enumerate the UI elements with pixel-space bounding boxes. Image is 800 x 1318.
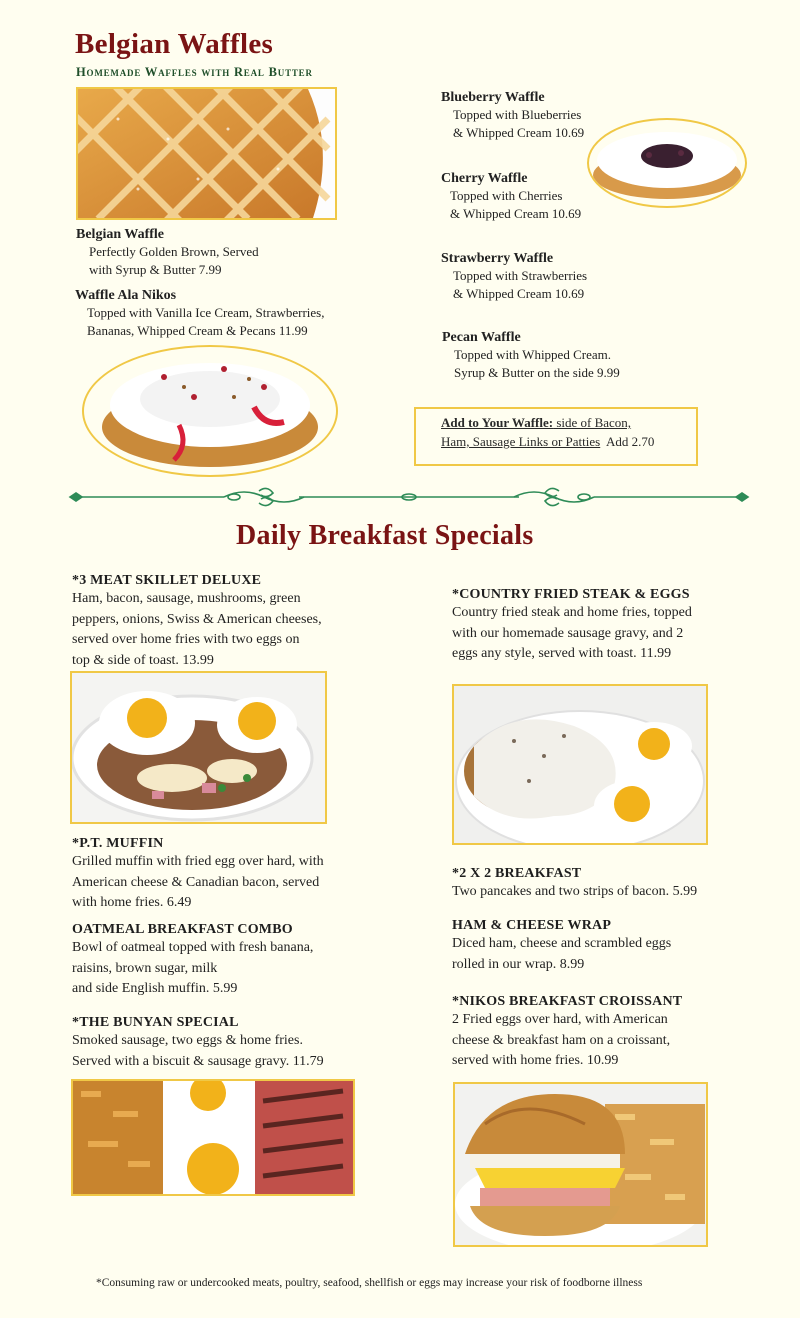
special-item-name: HAM & CHEESE WRAP (452, 918, 612, 933)
special-item-name: *COUNTRY FRIED STEAK & EGGS (452, 587, 690, 602)
waffle-ala-nikos-photo (82, 345, 338, 477)
waffle-item-name: Pecan Waffle (442, 330, 521, 345)
special-item-desc: Country fried steak and home fries, topped with our homemade sausage gravy, and 2 eggs any style, served with toast. 11.99 (452, 605, 692, 661)
waffle-item (442, 330, 620, 382)
addon-price: Add 2.70 (600, 434, 655, 449)
specials-title: Daily Breakfast Specials (236, 520, 534, 551)
special-item (72, 922, 313, 1000)
waffle-item-desc: Topped with Blueberries & Whipped Cream 10.69 (453, 107, 585, 140)
special-item (452, 994, 682, 1072)
special-item-name: *NIKOS BREAKFAST CROISSANT (452, 994, 683, 1009)
waffle-item-name: Cherry Waffle (441, 171, 528, 186)
special-item-name: *P.T. MUFFIN (72, 836, 164, 851)
special-item-name: *2 X 2 BREAKFAST (452, 866, 582, 881)
skillet-photo (70, 671, 327, 824)
breakfast-croissant-photo (453, 1082, 708, 1247)
special-item-desc: Two pancakes and two strips of bacon. 5.99 (452, 884, 698, 899)
waffle-item-name: Belgian Waffle (76, 227, 165, 242)
waffle-item-name: Waffle Ala Nikos (75, 288, 177, 303)
special-item-name: *3 MEAT SKILLET DELUXE (72, 573, 262, 588)
waffle-item (76, 227, 259, 279)
special-item (72, 573, 322, 671)
special-item-name: *THE BUNYAN SPECIAL (72, 1015, 239, 1030)
waffles-title: Belgian Waffles (75, 28, 274, 60)
country-fried-steak-photo (452, 684, 708, 845)
waffle-item-desc: Perfectly Golden Brown, Served with Syrup & Butter 7.99 (89, 244, 259, 277)
belgian-waffle-photo (76, 87, 337, 220)
special-item-desc: Diced ham, cheese and scrambled eggs rolled in our wrap. 8.99 (452, 936, 672, 972)
waffle-item-name: Blueberry Waffle (441, 90, 545, 105)
waffle-item (441, 171, 581, 223)
waffle-addon-box (414, 407, 698, 466)
food-safety-disclaimer: *Consuming raw or undercooked meats, poultry, seafood, shellfish or eggs may increase your risk of foodborne illness (96, 1277, 643, 1289)
bunyan-special-photo (71, 1079, 355, 1196)
special-item (72, 836, 324, 914)
waffle-item-desc: Topped with Whipped Cream. Syrup & Butter on the side 9.99 (454, 347, 620, 380)
waffle-item-desc: Topped with Vanilla Ice Cream, Strawberries, Bananas, Whipped Cream & Pecans 11.99 (87, 305, 325, 338)
addon-text: side of Bacon, (553, 415, 632, 430)
special-item-name: OATMEAL BREAKFAST COMBO (72, 922, 293, 937)
ornamental-divider (64, 484, 754, 515)
special-item-desc: 2 Fried eggs over hard, with American cheese & breakfast ham on a croissant, served with home fries. 10.99 (452, 1012, 671, 1068)
waffle-item-name: Strawberry Waffle (441, 251, 554, 266)
waffle-item-desc: Topped with Cherries & Whipped Cream 10.69 (450, 188, 582, 221)
blueberry-waffle-photo (587, 118, 747, 208)
special-item (452, 587, 692, 665)
special-item (72, 1015, 324, 1072)
waffle-item (441, 251, 587, 303)
waffle-item (441, 90, 584, 142)
special-item (452, 918, 671, 975)
special-item-desc: Smoked sausage, two eggs & home fries. Served with a biscuit & sausage gravy. 11.79 (72, 1033, 324, 1069)
special-item-desc: Ham, bacon, sausage, mushrooms, green peppers, onions, Swiss & American cheeses, served over home fries with two eggs on top & side of toast. 13.99 (72, 591, 322, 668)
waffles-tagline: Homemade Waffles with Real Butter (76, 65, 313, 79)
waffle-item-desc: Topped with Strawberries & Whipped Cream 10.69 (453, 268, 588, 301)
special-item-desc: Bowl of oatmeal topped with fresh banana, raisins, brown sugar, milk and side English muffin. 5.99 (72, 940, 314, 996)
special-item (452, 866, 697, 903)
special-item-desc: Grilled muffin with fried egg over hard, with American cheese & Canadian bacon, served with home fries. 6.49 (72, 854, 324, 910)
waffle-item (75, 288, 324, 340)
addon-text: Ham, Sausage Links or Patties (441, 434, 601, 449)
addon-label: Add to Your Waffle: (441, 415, 554, 430)
